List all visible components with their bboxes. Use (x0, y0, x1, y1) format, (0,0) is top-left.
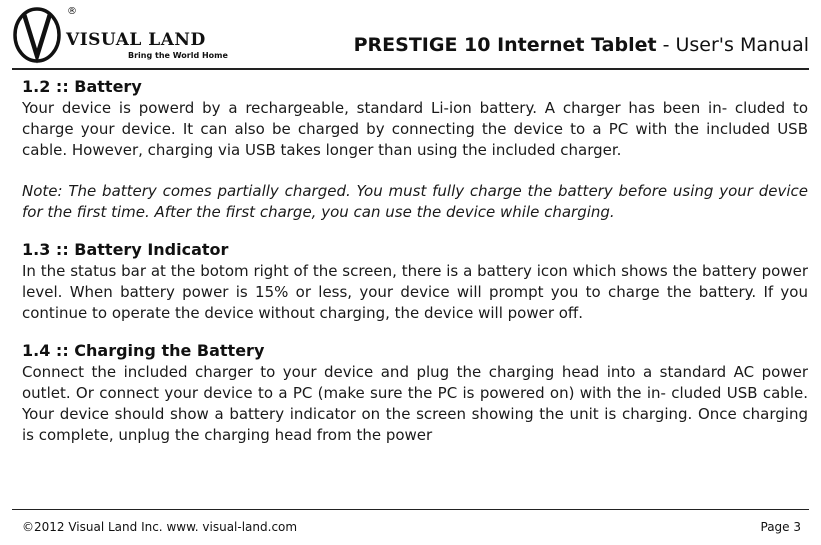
page-number: Page 3 (760, 520, 801, 534)
footer-copyright: ©2012 Visual Land Inc. www. visual-land.com (22, 520, 298, 534)
battery-note: Note: The battery comes partially charged. You must fully charge the battery before using your device for the first time. After the first charge, you can use the device while charging. (22, 182, 808, 221)
document-title (354, 34, 809, 56)
brand-tagline: Bring the World Home (128, 51, 228, 60)
section-charging-battery (22, 340, 808, 446)
registered-mark: ® (67, 6, 77, 17)
product-title: PRESTIGE 10 Internet Tablet (353, 34, 657, 56)
section-body-charging-battery: Connect the included charger to your device and plug the charging head into a standard AC power outlet. Or connect your device to a PC (make sure the PC is powered on) with the in- cluded USB cable. Your device should show a battery indicator on the screen showing the unit is charging. Once charging is complete, unplug the charging head from the power (22, 363, 808, 444)
document-subtitle: User's Manual (675, 34, 809, 56)
logo-v-emblem-icon (10, 4, 66, 64)
brand-name: VISUAL LAND (66, 30, 206, 50)
footer-divider (12, 509, 809, 510)
section-battery-indicator (22, 239, 808, 324)
title-separator: - (656, 34, 676, 56)
manual-content (22, 76, 808, 500)
section-body-battery-indicator: In the status bar at the botom right of the screen, there is a battery icon which shows the battery power level. When battery power is 15% or less, your device will prompt you to charge the battery. If you continue to operate the device without charging, the device will power off. (22, 262, 808, 322)
header-divider (12, 68, 809, 70)
section-body-battery: Your device is powerd by a rechargeable, standard Li-ion battery. A charger has been in- cluded to charge your device. It can also be charged by connecting the device to a PC with the included USB cable. However, charging via USB takes longer than using the included charger. (22, 99, 808, 159)
visual-land-logo (10, 4, 228, 64)
page-header (0, 0, 821, 68)
section-heading-battery: 1.2 :: Battery (22, 77, 142, 96)
section-battery (22, 76, 808, 223)
section-heading-battery-indicator: 1.3 :: Battery Indicator (22, 240, 229, 259)
section-heading-charging-battery: 1.4 :: Charging the Battery (22, 341, 265, 360)
